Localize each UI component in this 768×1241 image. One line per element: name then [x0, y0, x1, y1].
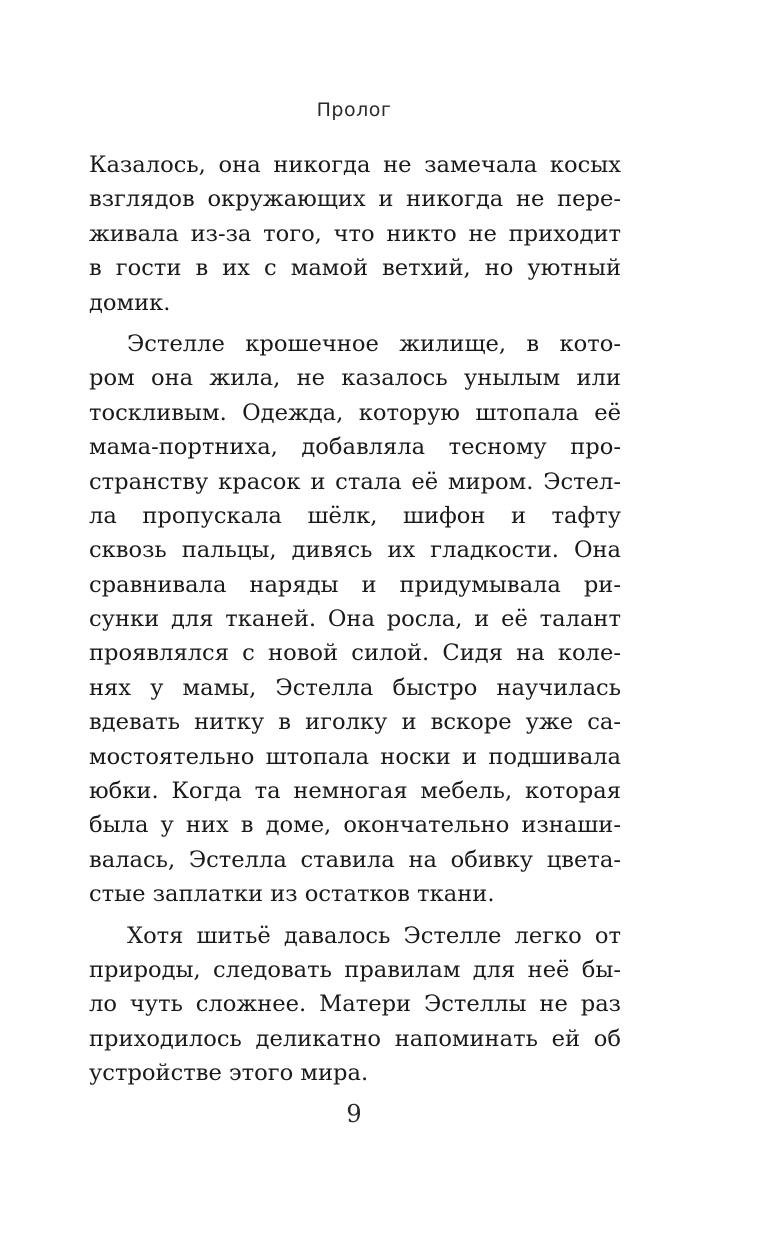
text-line: устройстве этого мира. [89, 1060, 369, 1087]
paragraph-3 [89, 919, 621, 1091]
paragraph-gap [89, 320, 621, 327]
text-line: тоскливым. Одежда, которую штопала её [89, 399, 621, 426]
text-line: Хотя шитьё давалось Эстелле легко от [127, 922, 621, 949]
text-line: взглядов окружающих и никогда не пере- [89, 186, 621, 213]
running-head: Пролог [316, 99, 392, 121]
text-line: вдевать нитку в иголку и вскоре уже са- [89, 709, 621, 736]
text-line: природы, следовать правилам для неё бы- [89, 956, 621, 983]
text-line: сунки для тканей. Она росла, и её талант [89, 606, 621, 633]
text-line: ло чуть сложнее. Матери Эстеллы не раз [89, 991, 621, 1018]
text-line: живала из-за того, что никто не приходит [89, 220, 621, 247]
text-line: в гости в их с мамой ветхий, но уютный [89, 255, 621, 282]
text-line: ла пропускала шёлк, шифон и тафту [89, 502, 621, 529]
text-line: валась, Эстелла ставила на обивку цвета- [89, 846, 621, 873]
paragraph-2 [89, 327, 621, 912]
text-line: домик. [89, 289, 171, 316]
text-line: странству красок и стала её миром. Эстел- [89, 468, 621, 495]
paragraph-1 [89, 148, 621, 320]
text-line: мама-портниха, добавляла тесному про- [89, 434, 621, 461]
text-line: ром она жила, не казалось унылым или [89, 365, 621, 392]
body-text [89, 148, 621, 1091]
text-line: проявлялся с новой силой. Сидя на коле- [89, 640, 621, 667]
text-line: стые заплатки из остатков ткани. [89, 881, 495, 908]
text-line: Эстелле крошечное жилище, в кото- [127, 330, 621, 357]
paragraph-gap [89, 912, 621, 919]
text-line: приходилось деликатно напоминать ей об [89, 1025, 621, 1052]
text-line: нях у мамы, Эстелла быстро научилась [89, 674, 621, 701]
text-line: юбки. Когда та немногая мебель, которая [89, 778, 621, 805]
text-line: сквозь пальцы, дивясь их гладкости. Она [89, 537, 621, 564]
text-line: сравнивала наряды и придумывала ри- [89, 571, 621, 598]
text-line: Казалось, она никогда не замечала косых [89, 152, 621, 178]
text-line: была у них в доме, окончательно изнаши- [89, 812, 621, 839]
page-number: 9 [346, 1100, 362, 1128]
text-line: мостоятельно штопала носки и подшивала [89, 743, 621, 770]
